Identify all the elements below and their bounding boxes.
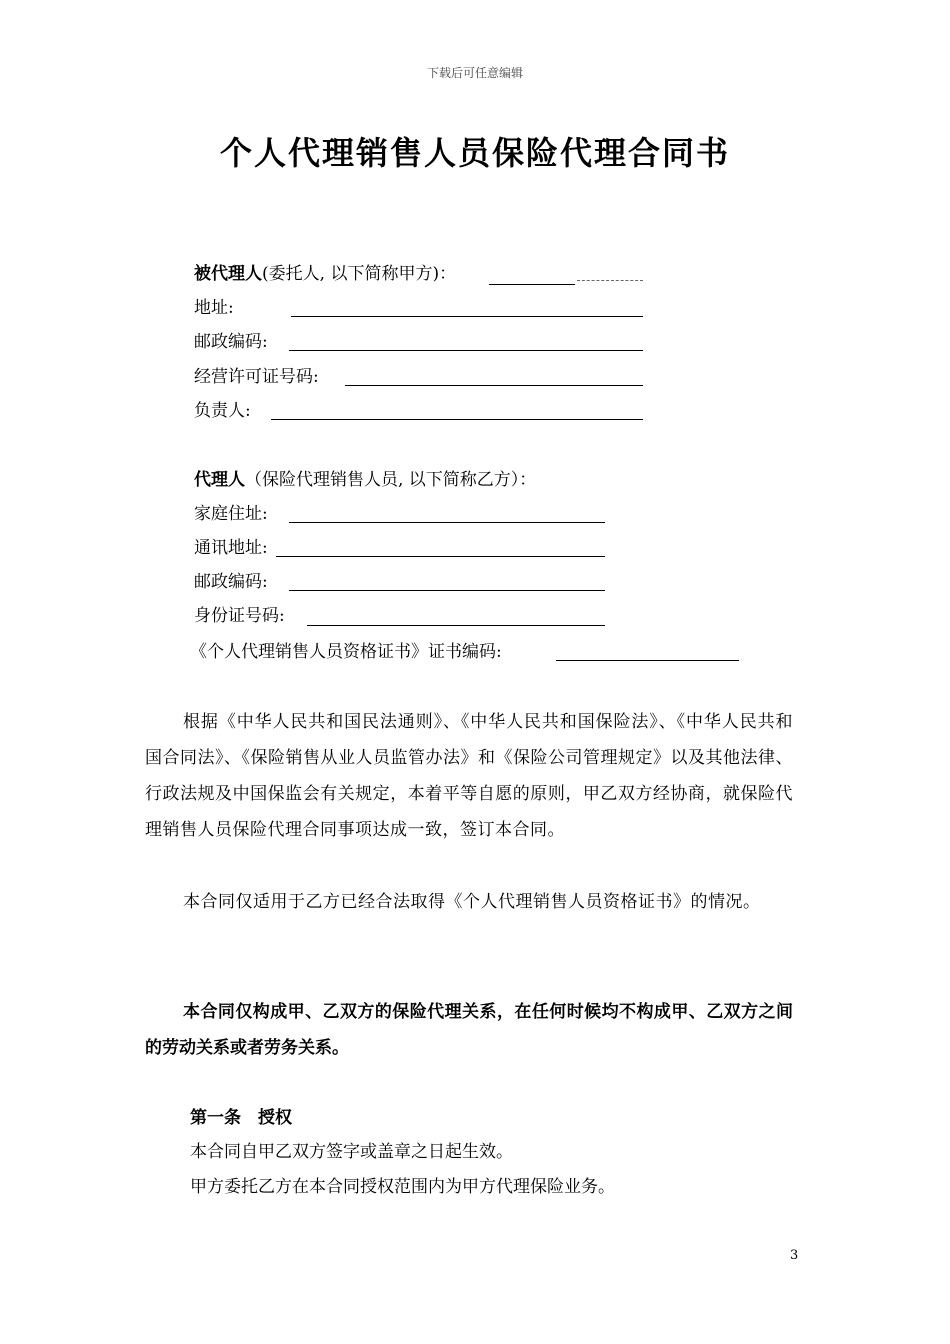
agent-field-certificate — [190, 640, 502, 664]
article1-line-1: 本合同自甲乙双方签字或盖章之日起生效。 — [190, 1142, 513, 1162]
field-label: 邮政编码: — [194, 572, 268, 592]
agent-heading — [194, 468, 536, 492]
principal-heading-bold: 被代理人 — [194, 264, 262, 284]
principal-address-line[interactable] — [291, 316, 643, 317]
field-label: 通讯地址: — [194, 538, 268, 558]
principal-field-license — [194, 365, 319, 389]
paragraph-basis: 根据《中华人民共和国民法通则》、《中华人民共和国保险法》、《中华人民共和国合同法》、《保险销售从业人员监管办法》和《保险公司管理规定》以及其他法律、行政法规及中国保监会有关规定，本着平等自愿的原则，甲乙双方经协商，就保险代理销售人员保险代理合同事项达成一致，签订本合同。 — [145, 712, 793, 840]
article1-heading: 第一条 授权 — [190, 1108, 292, 1128]
principal-license-line[interactable] — [345, 385, 643, 386]
agent-field-postcode — [194, 570, 268, 594]
agent-home-line[interactable] — [289, 522, 605, 523]
field-label: 家庭住址: — [194, 504, 268, 524]
principal-heading-rest: (委托人, 以下简称甲方)： — [262, 264, 457, 284]
agent-field-id — [194, 604, 285, 628]
agent-mail-line[interactable] — [276, 556, 605, 557]
principal-postcode-line[interactable] — [289, 350, 643, 351]
principal-field-responsible — [194, 399, 251, 423]
page-number: 3 — [790, 1248, 799, 1263]
field-label: 身份证号码: — [194, 606, 285, 626]
agent-heading-bold: 代理人 — [194, 470, 245, 490]
paragraph-relationship: 本合同仅构成甲、乙双方的保险代理关系，在任何时候均不构成甲、乙双方之间的劳动关系或者劳务关系。 — [145, 1002, 793, 1058]
field-label: 负责人: — [194, 401, 251, 421]
agent-heading-rest: （保险代理销售人员, 以下简称乙方）： — [245, 470, 537, 490]
field-label: 地址: — [194, 298, 234, 318]
agent-field-home — [194, 502, 268, 526]
document-title: 个人代理销售人员保险代理合同书 — [219, 134, 730, 172]
agent-certificate-line[interactable] — [556, 660, 739, 661]
principal-field-postcode — [194, 330, 268, 354]
principal-responsible-line[interactable] — [271, 419, 643, 420]
header-note: 下载后可任意编辑 — [426, 66, 523, 80]
article1-line-2: 甲方委托乙方在本合同授权范围内为甲方代理保险业务。 — [190, 1177, 615, 1197]
field-label: 邮政编码: — [194, 332, 268, 352]
paragraph-scope: 本合同仅适用于乙方已经合法取得《个人代理销售人员资格证书》的情况。 — [183, 892, 761, 912]
principal-name-line[interactable] — [489, 284, 575, 285]
agent-field-mail — [194, 536, 268, 560]
principal-name-dash — [577, 280, 643, 281]
agent-id-line[interactable] — [307, 625, 605, 626]
field-label: 《个人代理销售人员资格证书》证书编码: — [190, 642, 502, 662]
field-label: 经营许可证号码: — [194, 367, 319, 387]
principal-heading — [194, 262, 456, 286]
principal-field-address — [194, 296, 234, 320]
agent-postcode-line[interactable] — [289, 590, 605, 591]
